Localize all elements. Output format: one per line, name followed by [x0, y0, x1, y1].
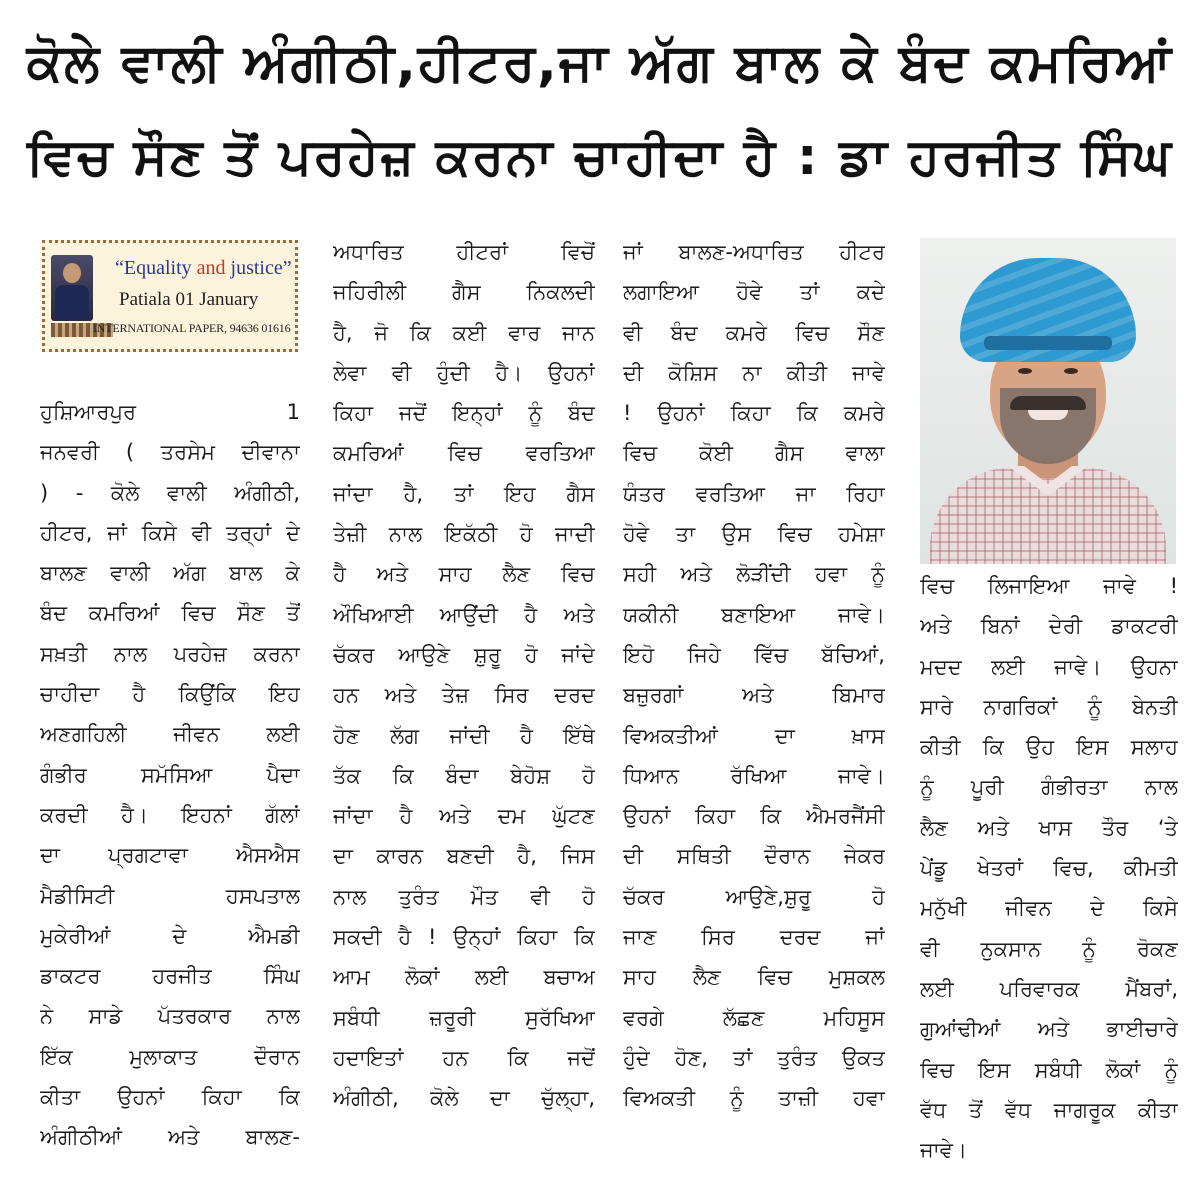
article-line: ਚੱਕਰ ਆਉਣੇ ਸ਼ੁਰੂ ਹੋ ਜਾਂਦੇ: [333, 642, 595, 667]
article-line: ਨਾਲ ਤੁਰੰਤ ਮੌਤ ਵੀ ਹੋ: [333, 884, 595, 909]
article-line: ਤੇਜ਼ੀ ਨਾਲ ਇਕੱਠੀ ਹੋ ਜਾਦੀ: [333, 522, 595, 547]
article-line: ਵੀ ਨੁਕਸਾਨ ਨੂੰ ਰੋਕਣ: [920, 936, 1178, 961]
article-line: ਲਈ ਪਰਿਵਾਰਕ ਮੈਂਬਰਾਂ,: [920, 976, 1178, 1001]
article-line: ਗੁਆਂਢੀਆਂ ਅਤੇ ਭਾਈਚਾਰੇ: [920, 1017, 1178, 1042]
article-line: ਅੰਗੀਠੀਆਂ ਅਤੇ ਬਾਲਣ-: [40, 1125, 300, 1150]
article-line: ਵਰਗੇ ਲੱਛਣ ਮਹਿਸੂਸ: [623, 1005, 885, 1030]
article-line: ਹੋਣ ਲੱਗ ਜਾਂਦੀ ਹੈ ਇੱਥੇ: [333, 723, 595, 748]
article-line: ਇਹੋ ਜਿਹੇ ਵਿੱਚ ਬੱਚਿਆਂ,: [623, 642, 885, 667]
article-line: ਯੰਤਰ ਵਰਤਿਆ ਜਾ ਰਿਹਾ: [623, 481, 885, 506]
article-line: ਅੰਗੀਠੀ, ਕੋਲੇ ਦਾ ਚੁੱਲ੍ਹਾ,: [333, 1086, 595, 1111]
article-line: ਕਮਰਿਆਂ ਵਿਚ ਵਰਤਿਆ: [333, 441, 595, 466]
article-line: ਹੋਵੇ ਤਾ ਉਸ ਵਿਚ ਹਮੇਸ਼ਾ: [623, 522, 885, 547]
article-line: ਅਧਾਰਿਤ ਹੀਟਰਾਂ ਵਿਚੋਂ: [333, 240, 595, 264]
article-line: ਵਿਚ ਲਿਜਾਇਆ ਜਾਵੇ !: [920, 574, 1178, 598]
article-line: ਹੀਟਰ, ਜਾਂ ਕਿਸੇ ਵੀ ਤਰ੍ਹਾਂ ਦੇ: [40, 520, 300, 545]
article-line: ਧਿਆਨ ਰੱਖਿਆ ਜਾਵੇ।: [623, 763, 885, 788]
portrait-icon: [51, 255, 93, 321]
article-line: ਹੁੰਦੇ ਹੋਣ, ਤਾਂ ਤੁਰੰਤ ਉਕਤ: [623, 1045, 885, 1070]
article-line: ਦੀ ਕੋਸ਼ਿਸ ਨਾ ਕੀਤੀ ਜਾਵੇ: [623, 360, 885, 385]
headline-line-2: ਵਿਚ ਸੌਣ ਤੋਂ ਪਰਹੇਜ਼ ਕਰਨਾ ਚਾਹੀਦਾ ਹੈ : ਡਾ ਹਰਜੀਤ ਸਿੰਘ: [26, 128, 1173, 187]
stamp-publication: INTERNATIONAL PAPER, 94636 01616: [93, 321, 291, 335]
stamp-slogan: “Equality and justice”: [115, 257, 292, 279]
article-line: ) - ਕੋਲੇ ਵਾਲੀ ਅੰਗੀਠੀ,: [40, 480, 300, 505]
article-line: ਕੀਤਾ ਉਹਨਾਂ ਕਿਹਾ ਕਿ: [40, 1085, 300, 1110]
article-line: ਮੁਕੇਰੀਆਂ ਦੇ ਐਮਡੀ: [40, 923, 300, 948]
article-line: ਔਖਿਆਈ ਆਉਂਦੀ ਹੈ ਅਤੇ: [333, 602, 595, 627]
article-line: ਨੂੰ ਪੂਰੀ ਗੰਭੀਰਤਾ ਨਾਲ: [920, 775, 1178, 800]
article-line: ਵਿਚ ਇਸ ਸਬੰਧੀ ਲੋਕਾਂ ਨੂੰ: [920, 1057, 1178, 1082]
article-line: ਵੀ ਬੰਦ ਕਮਰੇ ਵਿਚ ਸੌਣ: [623, 320, 885, 345]
article-line: ਚਾਹੀਦਾ ਹੈ ਕਿਉਂਕਿ ਇਹ: [40, 682, 300, 707]
article-line: ਵੱਧ ਤੋਂ ਵੱਧ ਜਾਗਰੂਕ ਕੀਤਾ: [920, 1097, 1178, 1122]
article-column-1: [40, 392, 300, 1158]
article-line: ਅਤੇ ਬਿਨਾਂ ਦੇਰੀ ਡਾਕਟਰੀ: [920, 614, 1178, 639]
article-line: ਕਰਦੀ ਹੈ। ਇਹਨਾਂ ਗੱਲਾਂ: [40, 802, 300, 827]
article-line: ਜਹਿਰੀਲੀ ਗੈਸ ਨਿਕਲਦੀ: [333, 280, 595, 305]
article-line: ਸਬੰਧੀ ਜ਼ਰੂਰੀ ਸੁਰੱਖਿਆ: [333, 1005, 595, 1030]
article-line: ਤੱਕ ਕਿ ਬੰਦਾ ਬੇਹੋਸ਼ ਹੋ: [333, 763, 595, 788]
doctor-photo: [920, 238, 1176, 564]
article-line: ਕੀਤੀ ਕਿ ਉਹ ਇਸ ਸਲਾਹ: [920, 735, 1178, 760]
article-line: ਸਖ਼ਤੀ ਨਾਲ ਪਰਹੇਜ਼ ਕਰਨਾ: [40, 641, 300, 666]
article-line: ਜਾਂ ਬਾਲਣ-ਅਧਾਰਿਤ ਹੀਟਰ: [623, 240, 885, 264]
article-column-3: [623, 232, 885, 1119]
article-line: ਜਾਂਦਾ ਹੈ ਅਤੇ ਦਮ ਘੁੱਟਣ: [333, 804, 595, 829]
article-line: ਸਕਦੀ ਹੈ ! ਉਨ੍ਹਾਂ ਕਿਹਾ ਕਿ: [333, 925, 595, 950]
article-line: ਜਨਵਰੀ ( ਤਰਸੇਮ ਦੀਵਾਨਾ: [40, 440, 300, 465]
article-line: ਸਹੀ ਅਤੇ ਲੋੜੀਂਦੀ ਹਵਾ ਨੂੰ: [623, 562, 885, 587]
article-line: ਬਜ਼ੁਰਗਾਂ ਅਤੇ ਬਿਮਾਰ: [623, 683, 885, 708]
article-line: ਯਕੀਨੀ ਬਣਾਇਆ ਜਾਵੇ।: [623, 602, 885, 627]
article-line: ਸਾਹ ਲੈਣ ਵਿਚ ਮੁਸ਼ਕਲ: [623, 965, 885, 990]
article-line: ਹੈ, ਜੋ ਕਿ ਕਈ ਵਾਰ ਜਾਨ: [333, 320, 595, 345]
stamp-place-date: Patiala 01 January: [119, 289, 259, 310]
article-line: ਡਾਕਟਰ ਹਰਜੀਤ ਸਿੰਘ: [40, 964, 300, 989]
article-line: ਹਦਾਇਤਾਂ ਹਨ ਕਿ ਜਦੋਂ: [333, 1045, 595, 1070]
article-line: ਸਾਰੇ ਨਾਗਰਿਕਾਂ ਨੂੰ ਬੇਨਤੀ: [920, 694, 1178, 719]
article-line: ਗੰਭੀਰ ਸਮੱਸਿਆ ਪੈਦਾ: [40, 762, 300, 787]
article-line: ਲੇਵਾ ਵੀ ਹੁੰਦੀ ਹੈ। ਉਹਨਾਂ: [333, 360, 595, 385]
article-line: ਦਾ ਕਾਰਨ ਬਣਦੀ ਹੈ, ਜਿਸ: [333, 844, 595, 869]
article-line: ਹਨ ਅਤੇ ਤੇਜ਼ ਸਿਰ ਦਰਦ: [333, 683, 595, 708]
article-line: ਵਿਅਕਤੀਆਂ ਦਾ ਖ਼ਾਸ: [623, 723, 885, 748]
article-line: ਜਾਵੇ।: [920, 1138, 968, 1163]
article-line: ਬਾਲਣ ਵਾਲੀ ਅੱਗ ਬਾਲ ਕੇ: [40, 561, 300, 586]
article-column-2: [333, 232, 595, 1119]
article-line: ਜਾਣ ਸਿਰ ਦਰਦ ਜਾਂ: [623, 925, 885, 950]
article-column-4: [920, 566, 1178, 1170]
article-line: ਲੈਣ ਅਤੇ ਖਾਸ ਤੌਰ ‘ਤੇ: [920, 815, 1178, 840]
article-line: ਉਹਨਾਂ ਕਿਹਾ ਕਿ ਐਮਰਜੈਂਸੀ: [623, 804, 885, 829]
article-line: ਦਾ ਪ੍ਰਗਟਾਵਾ ਐਸਐਸ: [40, 843, 300, 868]
article-line: ਚੱਕਰ ਆਉਣੇ,ਸ਼ੁਰੂ ਹੋ: [623, 884, 885, 909]
article-line: ਆਮ ਲੋਕਾਂ ਲਈ ਬਚਾਅ: [333, 965, 595, 990]
article-line: ਦੀ ਸਥਿਤੀ ਦੌਰਾਨ ਜੇਕਰ: [623, 844, 885, 869]
article-line: ਅਣਗਹਿਲੀ ਜੀਵਨ ਲਈ: [40, 722, 300, 747]
article-line: ਮਨੁੱਖੀ ਜੀਵਨ ਦੇ ਕਿਸੇ: [920, 896, 1178, 921]
article-line: ਲਗਾਇਆ ਹੋਵੇ ਤਾਂ ਕਦੇ: [623, 280, 885, 305]
dateline-stamp: [42, 240, 298, 352]
article-line: ਜਾਂਦਾ ਹੈ, ਤਾਂ ਇਹ ਗੈਸ: [333, 481, 595, 506]
article-line: ਇੱਕ ਮੁਲਾਕਾਤ ਦੌਰਾਨ: [40, 1044, 300, 1069]
article-line: ਵਿਅਕਤੀ ਨੂੰ ਤਾਜ਼ੀ ਹਵਾ: [623, 1086, 885, 1111]
article-line: ਨੇ ਸਾਡੇ ਪੱਤਰਕਾਰ ਨਾਲ: [40, 1004, 300, 1029]
article-line: ਬੰਦ ਕਮਰਿਆਂ ਵਿਚ ਸੌਣ ਤੋਂ: [40, 601, 300, 626]
article-line: ਹੁਸ਼ਿਆਰਪੁਰ 1: [40, 400, 300, 424]
article-line: ਵਿਚ ਕੋਈ ਗੈਸ ਵਾਲਾ: [623, 441, 885, 466]
article-line: ਪੇਂਡੂ ਖੇਤਰਾਂ ਵਿਚ, ਕੀਮਤੀ: [920, 856, 1178, 881]
article-line: ਮੈਡੀਸਿਟੀ ਹਸਪਤਾਲ: [40, 883, 300, 908]
article-line: ਮਦਦ ਲਈ ਜਾਵੇ। ਉਹਨਾ: [920, 654, 1178, 679]
headline: [20, 18, 1180, 208]
article-line: ਕਿਹਾ ਜਦੋਂ ਇਨ੍ਹਾਂ ਨੂੰ ਬੰਦ: [333, 401, 595, 426]
headline-line-1: ਕੋਲੇ ਵਾਲੀ ਅੰਗੀਠੀ,ਹੀਟਰ,ਜਾ ਅੱਗ ਬਾਲ ਕੇ ਬੰਦ ਕਮਰਿਆਂ: [26, 33, 1174, 93]
article-line: ! ਉਹਨਾਂ ਕਿਹਾ ਕਿ ਕਮਰੇ: [623, 401, 885, 426]
article-line: ਹੈ ਅਤੇ ਸਾਹ ਲੈਣ ਵਿਚ: [333, 562, 595, 587]
